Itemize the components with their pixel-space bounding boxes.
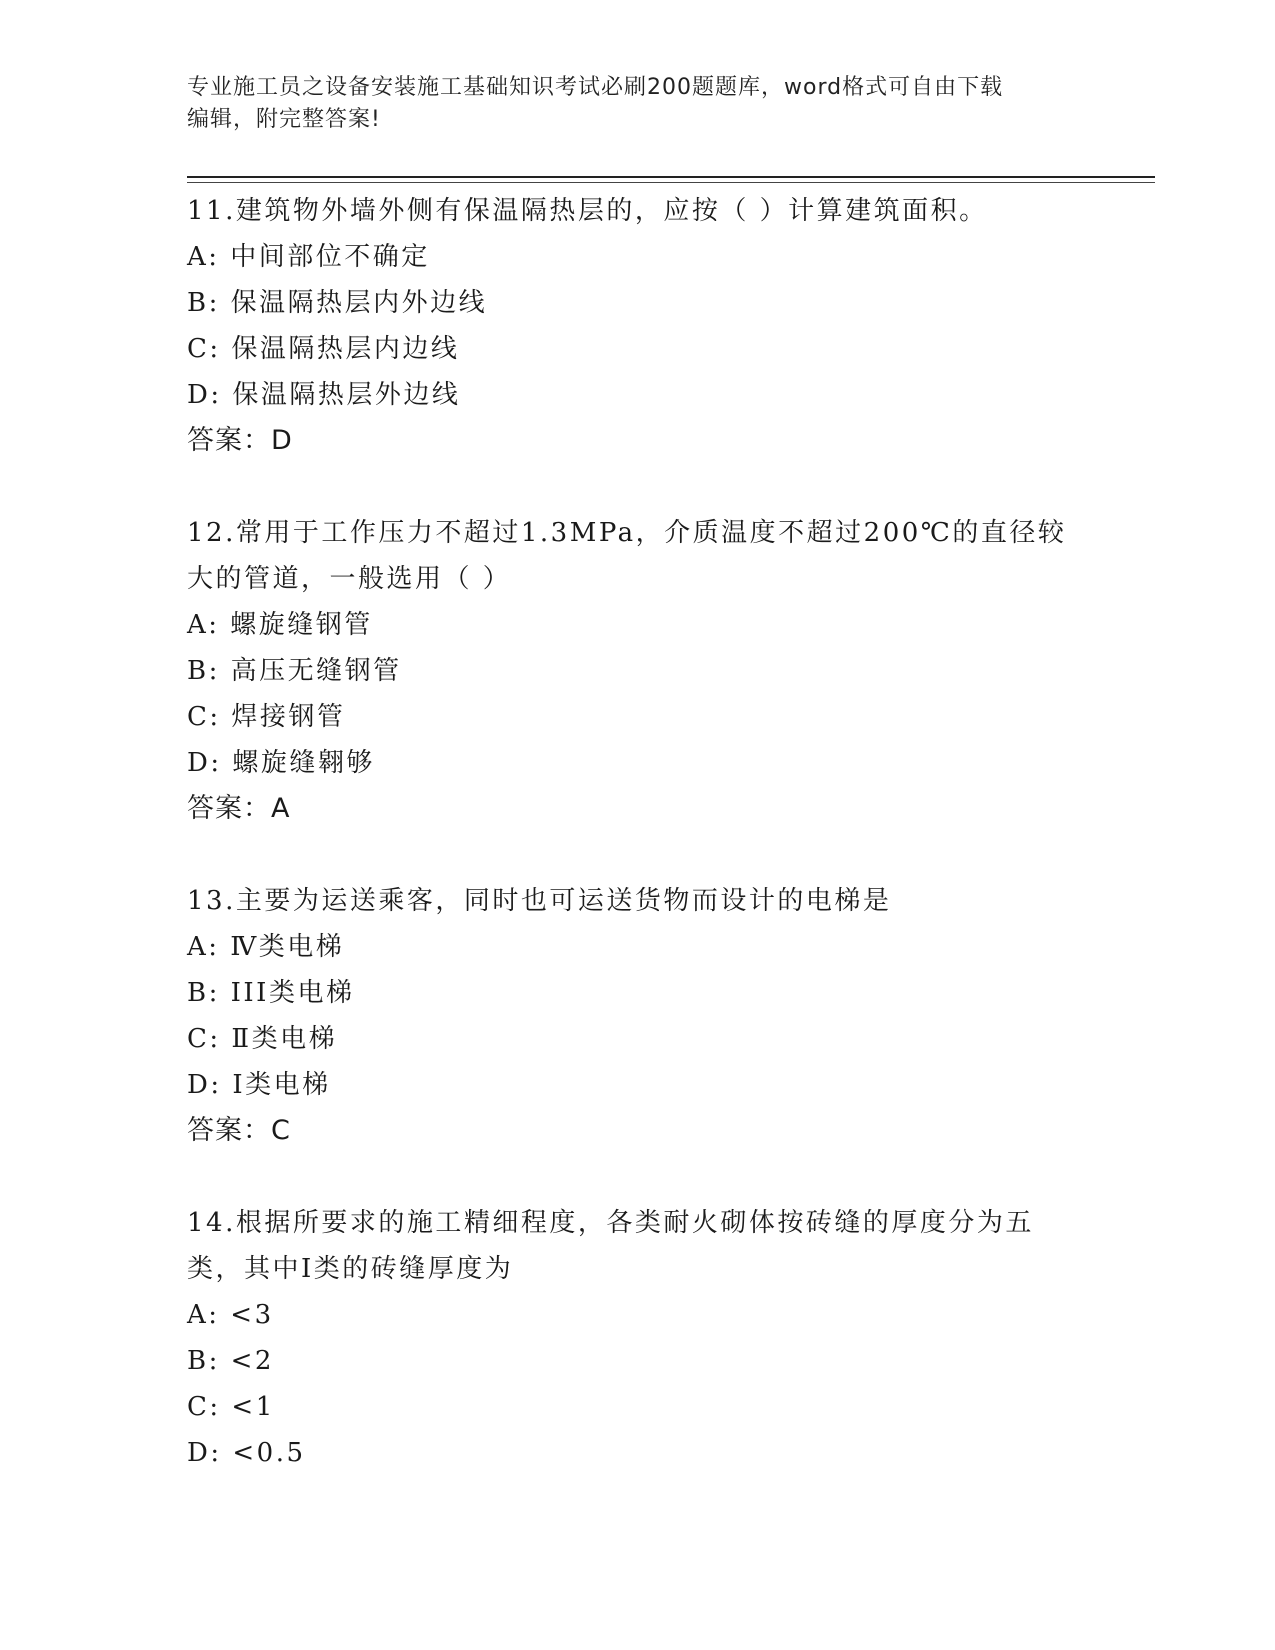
option-b: B: 高压无缝钢管 <box>187 656 402 686</box>
option-c: C: 焊接钢管 <box>187 702 346 732</box>
question-text: 11.建筑物外墙外侧有保温隔热层的，应按（ ）计算建筑面积。 <box>187 196 988 226</box>
option-d: D: 保温隔热层外边线 <box>187 380 461 410</box>
answer-label: 答案：C <box>187 1115 291 1146</box>
header-title-line-1: 专业施工员之设备安装施工基础知识考试必刷200题题库，word格式可自由下载 <box>187 75 1004 100</box>
option-c: C: Ⅱ类电梯 <box>187 1024 338 1054</box>
option-a: A: 螺旋缝钢管 <box>187 610 373 640</box>
question-list <box>187 188 1087 1522</box>
option-b: B: <2 <box>187 1346 274 1376</box>
question-text: 12.常用于工作压力不超过1.3MPa，介质温度不超过200℃的直径较大的管道，一般选用（ ） <box>187 518 1067 594</box>
header-divider-thin <box>187 182 1155 183</box>
option-c: C: <1 <box>187 1392 275 1422</box>
option-d: D: Ⅰ类电梯 <box>187 1070 331 1100</box>
answer-label: 答案：A <box>187 793 291 824</box>
question-text: 13.主要为运送乘客，同时也可运送货物而设计的电梯是 <box>187 886 892 916</box>
question-11 <box>187 188 1087 464</box>
question-text: 14.根据所要求的施工精细程度，各类耐火砌体按砖缝的厚度分为五类，其中Ⅰ类的砖缝厚度为 <box>187 1208 1034 1284</box>
option-d: D: <0.5 <box>187 1438 306 1468</box>
option-b: B: 保温隔热层内外边线 <box>187 288 488 318</box>
option-a: A: <3 <box>187 1300 274 1330</box>
header-divider-thick <box>187 176 1155 178</box>
option-d: D: 螺旋缝翱够 <box>187 748 375 778</box>
answer-label: 答案：D <box>187 425 293 456</box>
option-a: A: 中间部位不确定 <box>187 242 430 272</box>
question-12 <box>187 510 1087 832</box>
question-13 <box>187 878 1087 1154</box>
option-a: A: Ⅳ类电梯 <box>187 932 345 962</box>
document-header <box>187 72 1067 136</box>
question-14 <box>187 1200 1087 1476</box>
header-title-line-2: 编辑，附完整答案! <box>187 107 381 132</box>
option-b: B: III类电梯 <box>187 978 355 1008</box>
option-c: C: 保温隔热层内边线 <box>187 334 460 364</box>
